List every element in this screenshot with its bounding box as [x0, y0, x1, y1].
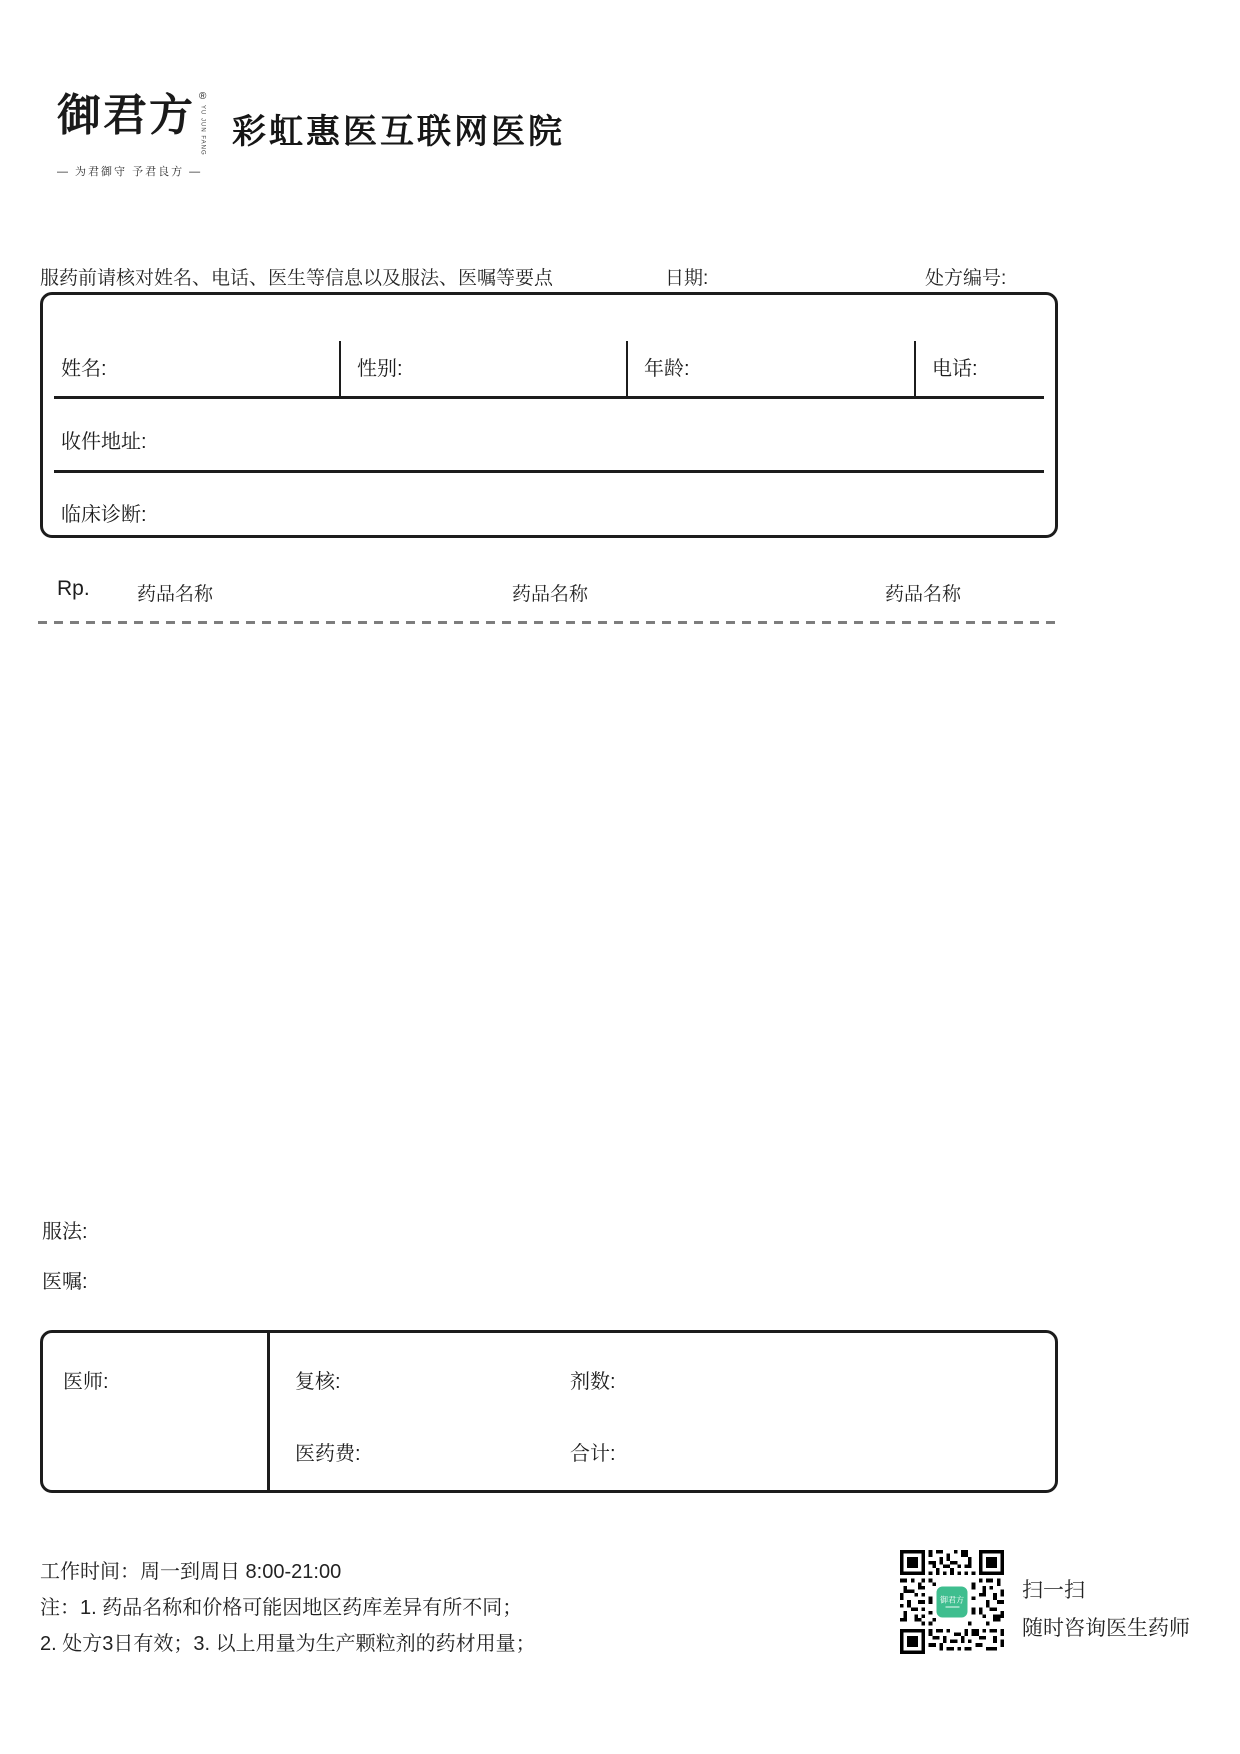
yujunfang-logo [57, 92, 206, 179]
rx-number-label: 处方编号: [925, 268, 1007, 289]
divider-line [267, 1333, 270, 1490]
age-field [626, 295, 914, 397]
footer-note-line1: 注：1. 药品名称和价格可能因地区药库差异有所不同； [40, 1597, 523, 1619]
dashed-separator [38, 621, 1058, 624]
scan-subtitle: 随时咨询医生药师 [1022, 1617, 1190, 1640]
logo-main [57, 92, 206, 156]
signature-fee-box [40, 1330, 1058, 1493]
drug-name-column-header: 药品名称 [137, 584, 214, 605]
drug-name-column-header: 药品名称 [885, 584, 962, 605]
doctor-label: 医师: [63, 1371, 109, 1393]
logo-vertical-text: YU JUN FANG [199, 105, 206, 156]
phone-label: 电话: [932, 358, 978, 380]
drug-name-column-header: 药品名称 [512, 584, 589, 605]
medicine-fee-label: 医药费: [295, 1443, 361, 1465]
verification-notice: 服药前请核对姓名、电话、医生等信息以及服法、医嘱等要点 [40, 268, 554, 289]
registered-trademark-icon: ® [199, 91, 207, 102]
address-label: 收件地址: [61, 431, 147, 453]
qr-center-logo [937, 1587, 968, 1618]
patient-info-box [40, 292, 1058, 538]
patient-info-row1 [43, 295, 1055, 397]
logo-tagline: — 为君御守 予君良方 — [57, 165, 203, 178]
usage-label: 服法: [42, 1221, 88, 1243]
gender-label: 性别: [357, 358, 403, 380]
scan-label: 扫一扫 [1022, 1579, 1085, 1602]
logo-text: 御君方 [57, 90, 195, 141]
total-label: 合计: [570, 1443, 616, 1465]
phone-field [914, 295, 1055, 397]
reviewer-label: 复核: [295, 1371, 341, 1393]
qr-code [900, 1550, 1004, 1654]
footer-note-line2: 2. 处方3日有效；3. 以上用量为生产颗粒剂的药材用量； [40, 1633, 536, 1655]
rp-label: Rp. [57, 577, 90, 600]
hospital-name: 彩虹惠医互联网医院 [232, 113, 565, 151]
doses-label: 剂数: [570, 1371, 616, 1393]
logo-side [199, 92, 206, 156]
diagnosis-label: 临床诊断: [61, 504, 147, 526]
gender-field [339, 295, 626, 397]
name-label: 姓名: [61, 358, 107, 380]
age-label: 年龄: [644, 358, 690, 380]
name-field [43, 295, 339, 397]
qr-center-logo-underline [945, 1607, 959, 1608]
work-hours-text: 工作时间：周一到周日 8:00-21:00 [40, 1561, 342, 1583]
date-label: 日期: [665, 268, 709, 289]
qr-center-logo-text: 御君方 [940, 1595, 964, 1605]
divider-line [54, 470, 1044, 473]
divider-line [54, 396, 1044, 399]
doctor-advice-label: 医嘱: [42, 1271, 88, 1293]
